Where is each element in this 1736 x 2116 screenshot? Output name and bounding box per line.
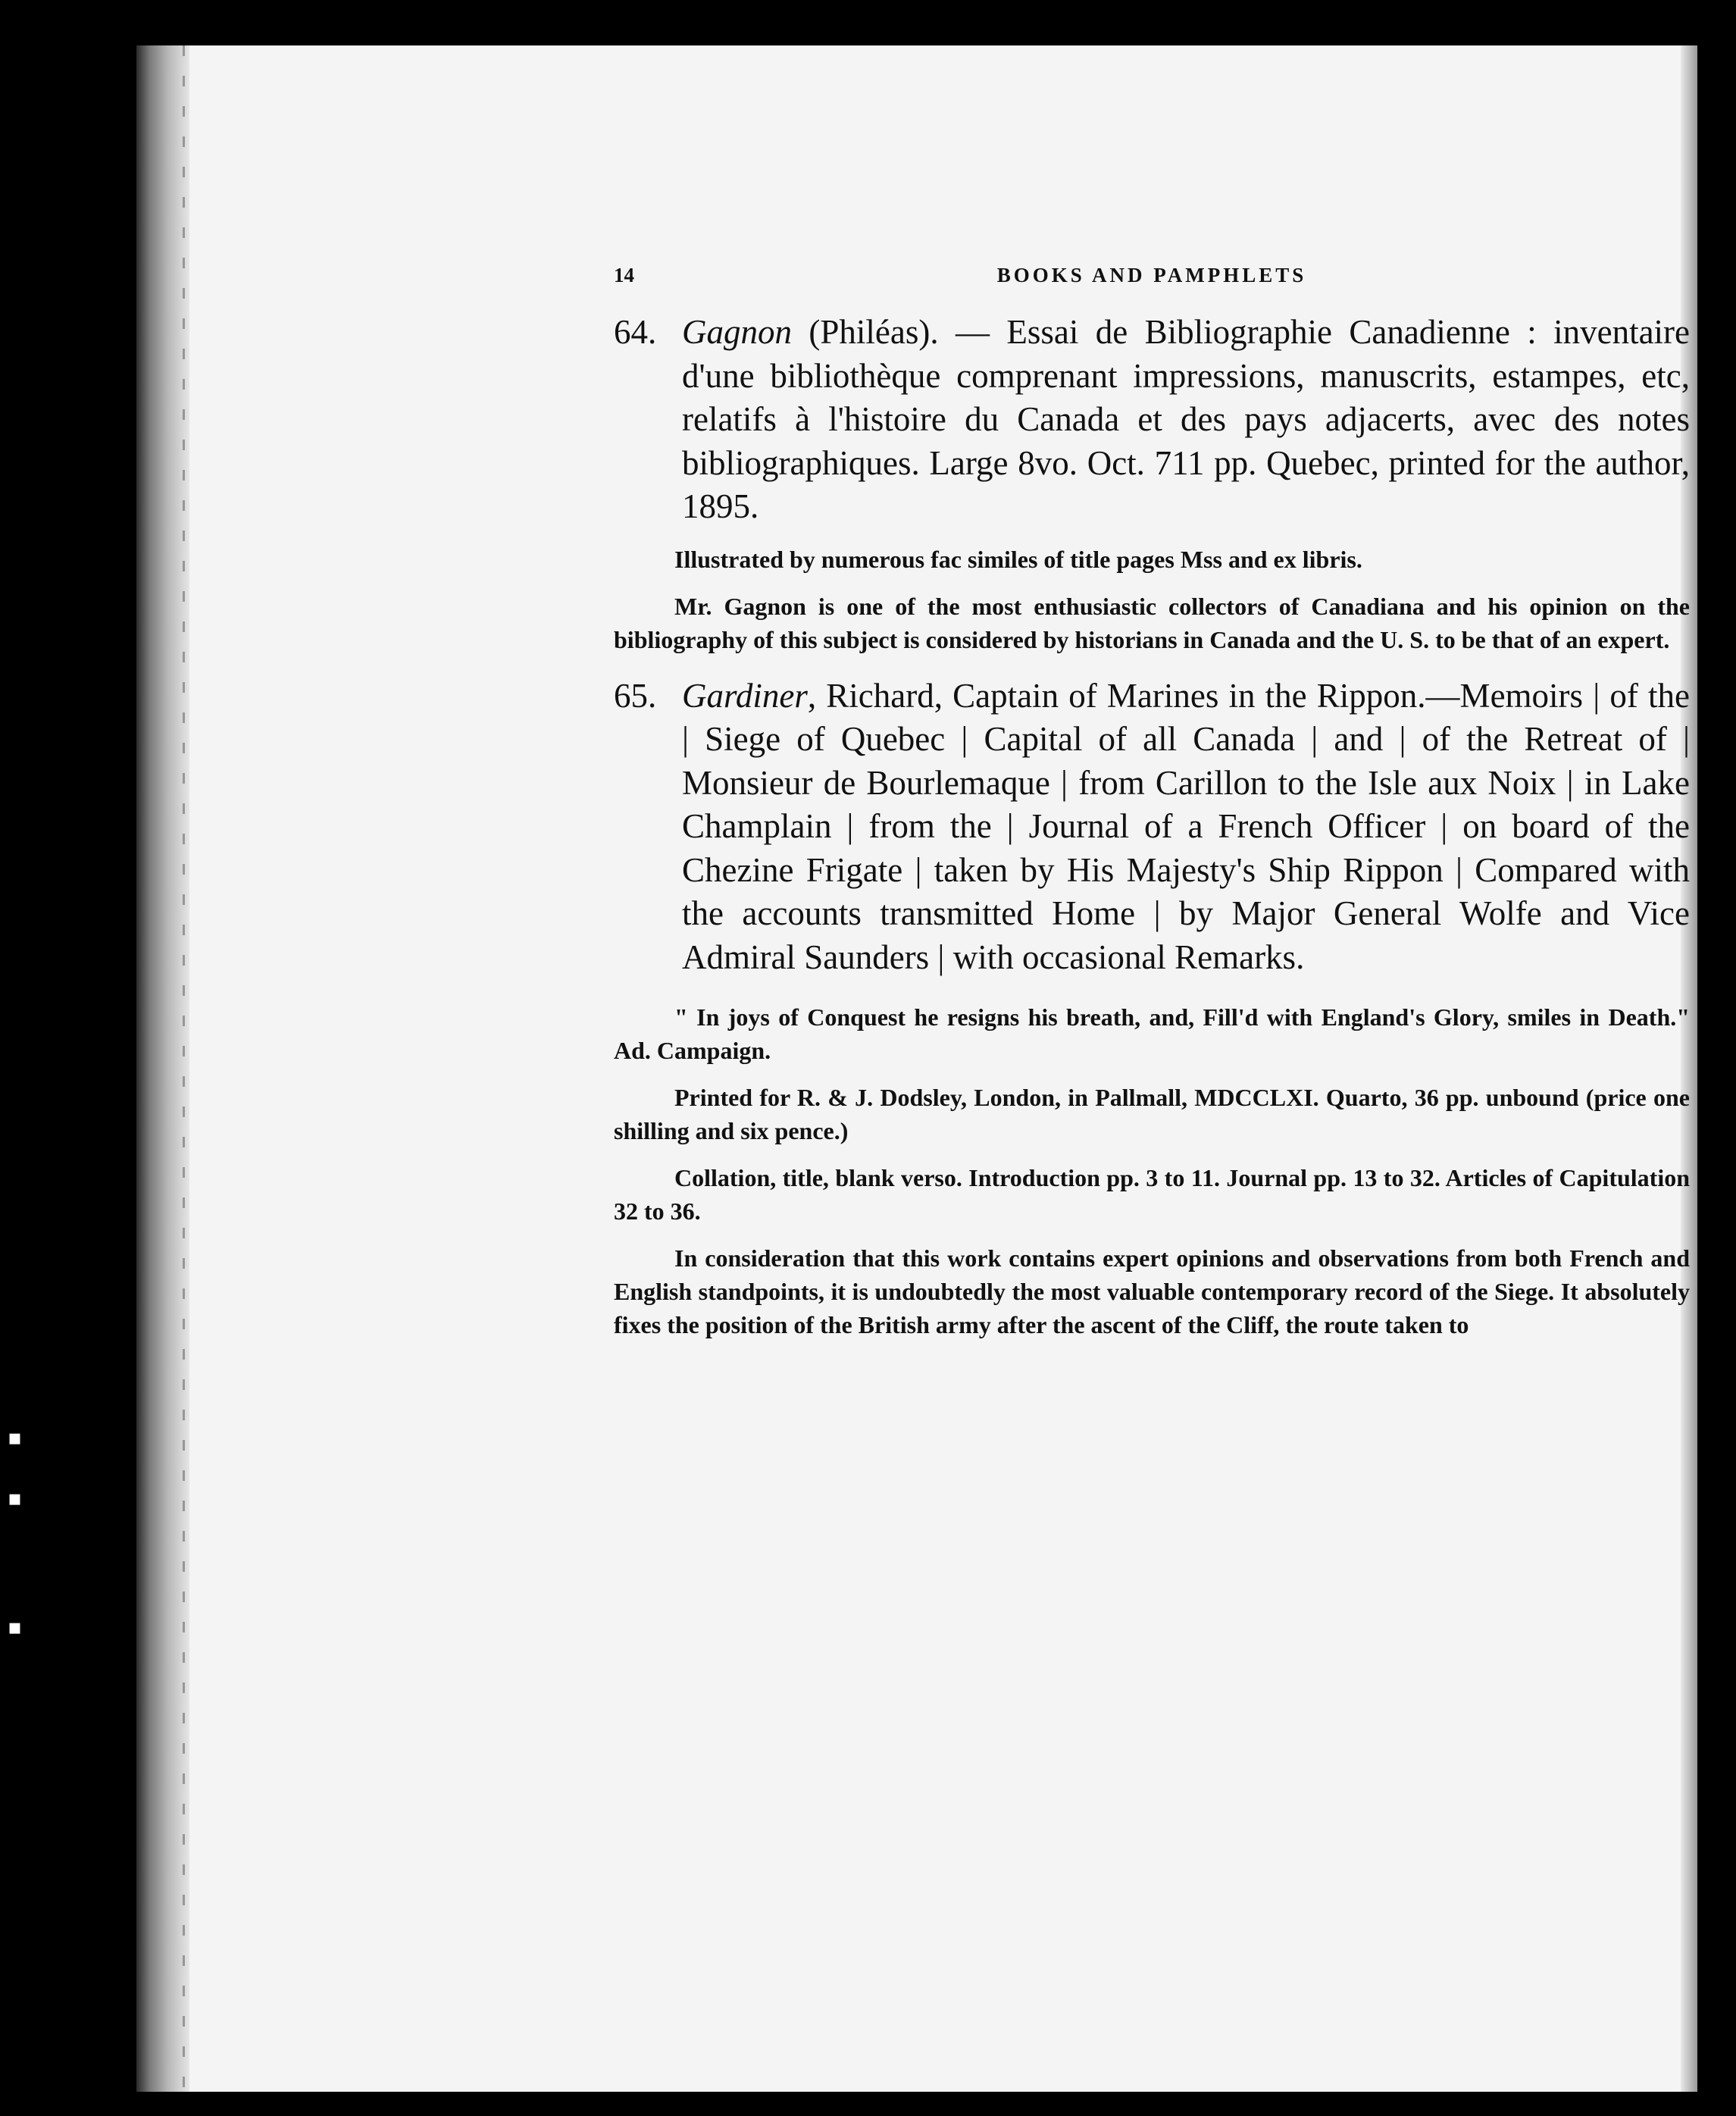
entry-note: Mr. Gagnon is one of the most enthusiastic collectors of Canadiana and his opinion on the bibliography of this subject is considered by historians in Canada and the U. S. to be that of an expert. (614, 592, 1690, 653)
entry-text: (Philéas). — Essai de Bibliographie Canadienne : inventaire d'une bibliothèque comprenant impressions, manuscrits, estampes, etc, relatifs à l'histoire du Canada et des pays adjacerts, avec des notes bibliographiques. Large 8vo. Oct. 711 pp. Quebec, printed for the author, 1895. (682, 313, 1690, 525)
entry-note: In consideration that this work contains expert opinions and observations from both French and English standpoints, it is undoubtedly the most valuable contemporary record of the Siege. It absolutely fixes the position of the British army after the ascent of the Cliff, the route taken to (614, 1244, 1690, 1338)
entry-note: Collation, title, blank verso. Introduction pp. 3 to 11. Journal pp. 13 to 32. Articles of Capitulation 32 to 36. (614, 1164, 1690, 1225)
entry-author: Gardiner (682, 676, 808, 715)
entry-text: , Richard, Captain of Marines in the Rippon.—Memoirs | of the | Siege of Quebec | Capital of all Canada | and | of the Retreat of | Monsieur de Bourlemaque | from Carillon to the Isle aux Noix | in Lake Champlain | from the | Journal of a French Officer | on board of the Chezine Frigate | taken by His Majesty's Ship Rippon | Compared with the accounts transmitted Home | by Major General Wolfe and Vice Admiral Saunders | with occasional Remarks. (682, 676, 1690, 976)
page-binding-edge (136, 45, 189, 2092)
page-content (614, 258, 1690, 1341)
entry-number: 64. (614, 313, 657, 351)
entry-note: Printed for R. & J. Dodsley, London, in Pallmall, MDCCLXI. Quarto, 36 pp. unbound (price one shilling and six pence.) (614, 1084, 1690, 1144)
catalog-entry-64 (614, 311, 1690, 529)
scan-mark: ▪ (8, 1485, 22, 1510)
running-title: BOOKS AND PAMPHLETS (996, 264, 1307, 286)
entry-number: 65. (614, 676, 657, 715)
entry-author: Gagnon (682, 313, 792, 351)
catalog-entry-65 (614, 675, 1690, 980)
entry-quote: " In joys of Conquest he resigns his breath, and, Fill'd with England's Glory, smiles in Death." Ad. Campaign. (614, 1003, 1690, 1064)
entry-note: Illustrated by numerous fac similes of title pages Mss and ex libris. (674, 545, 1362, 573)
scan-mark: ▪ (8, 1425, 22, 1450)
book-page (136, 45, 1697, 2092)
page-number: 14 (614, 264, 634, 286)
running-head (614, 258, 1690, 300)
scan-mark: ▪ (8, 1614, 22, 1639)
